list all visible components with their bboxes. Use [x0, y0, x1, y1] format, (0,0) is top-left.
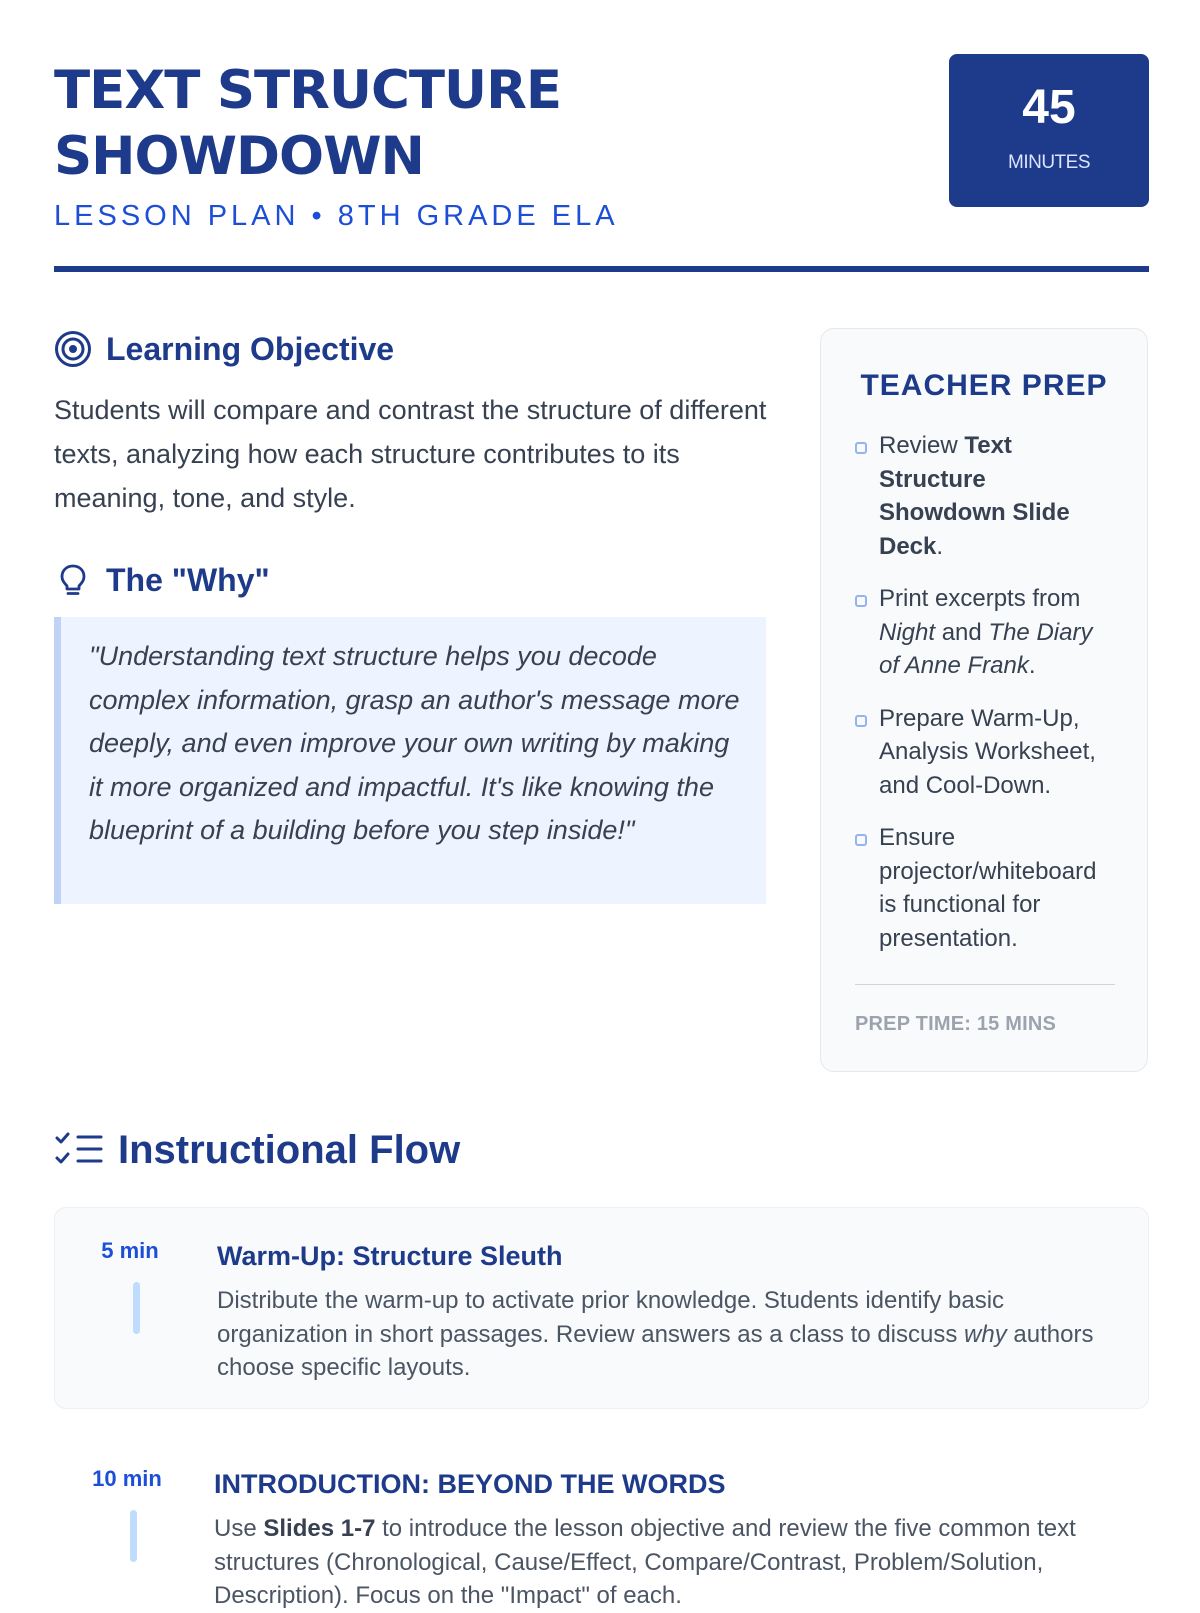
checklist-icon: [54, 1131, 104, 1171]
duration-unit: MINUTES: [1008, 152, 1090, 173]
prep-time: PREP TIME: 15 MINS: [855, 1013, 1057, 1035]
objective-heading-text: Learning Objective: [106, 330, 395, 367]
why-quote: "Understanding text structure helps you decode complex information, grasp an author's message more deeply, and even improve your own writing by making it more organized and impactful. It's like knowing the blueprint of a building before you step inside!": [54, 617, 766, 904]
flow-step-warmup: [54, 1207, 1149, 1409]
step-time: 10 min: [92, 1466, 162, 1491]
lesson-title: [54, 58, 561, 190]
objective-heading: [54, 330, 394, 368]
step-body: Use Slides 1-7 to introduce the lesson objective and review the five common text structures (Chronological, Cause/Effect, Compare/Contrast, Problem/Solution, Description). Focus on the "Impact" of each.: [214, 1515, 1076, 1609]
step-title: INTRODUCTION: BEYOND THE WORDS: [214, 1469, 726, 1499]
step-timeline-bar: [133, 1282, 140, 1334]
flow-heading-text: Instructional Flow: [118, 1128, 461, 1172]
step-body: Distribute the warm-up to activate prior knowledge. Students identify basic organization in short passages. Review answers as a class to discuss why authors choose specific layouts.: [217, 1287, 1094, 1381]
prep-item: Prepare Warm-Up, Analysis Worksheet, and Cool-Down.: [855, 702, 1117, 803]
target-icon: [54, 330, 92, 368]
teacher-prep-list: [855, 429, 1117, 974]
prep-item: Ensure projector/whiteboard is functional for presentation.: [855, 821, 1117, 955]
lesson-subtitle: LESSON PLAN • 8TH GRADE ELA: [54, 200, 619, 232]
prep-divider: [855, 984, 1115, 985]
prep-item: Print excerpts from Night and The Diary of Anne Frank.: [855, 582, 1117, 683]
title-line-1: TEXT STRUCTURE: [54, 60, 562, 121]
lightbulb-icon: [54, 561, 92, 599]
why-heading-text: The "Why": [106, 561, 270, 598]
duration-badge: [949, 54, 1149, 207]
duration-value: 45: [1022, 81, 1076, 134]
checkbox-bullet-icon: [855, 834, 867, 846]
step-timeline-bar: [130, 1510, 137, 1562]
prep-item: Review Text Structure Showdown Slide Deck.: [855, 429, 1117, 563]
teacher-prep-card: [820, 328, 1148, 1072]
objective-text: Students will compare and contrast the structure of different texts, analyzing how each structure contributes to its meaning, tone, and style.: [54, 395, 767, 513]
flow-step-introduction: [54, 1440, 1149, 1609]
why-heading: [54, 561, 270, 599]
teacher-prep-title: TEACHER PREP: [860, 369, 1108, 402]
checkbox-bullet-icon: [855, 715, 867, 727]
checkbox-bullet-icon: [855, 442, 867, 454]
header-divider: [54, 266, 1149, 272]
step-time: 5 min: [101, 1238, 159, 1263]
step-title: Warm-Up: Structure Sleuth: [217, 1241, 563, 1271]
checkbox-bullet-icon: [855, 595, 867, 607]
flow-heading: [54, 1128, 460, 1173]
title-line-2: SHOWDOWN: [54, 126, 424, 187]
